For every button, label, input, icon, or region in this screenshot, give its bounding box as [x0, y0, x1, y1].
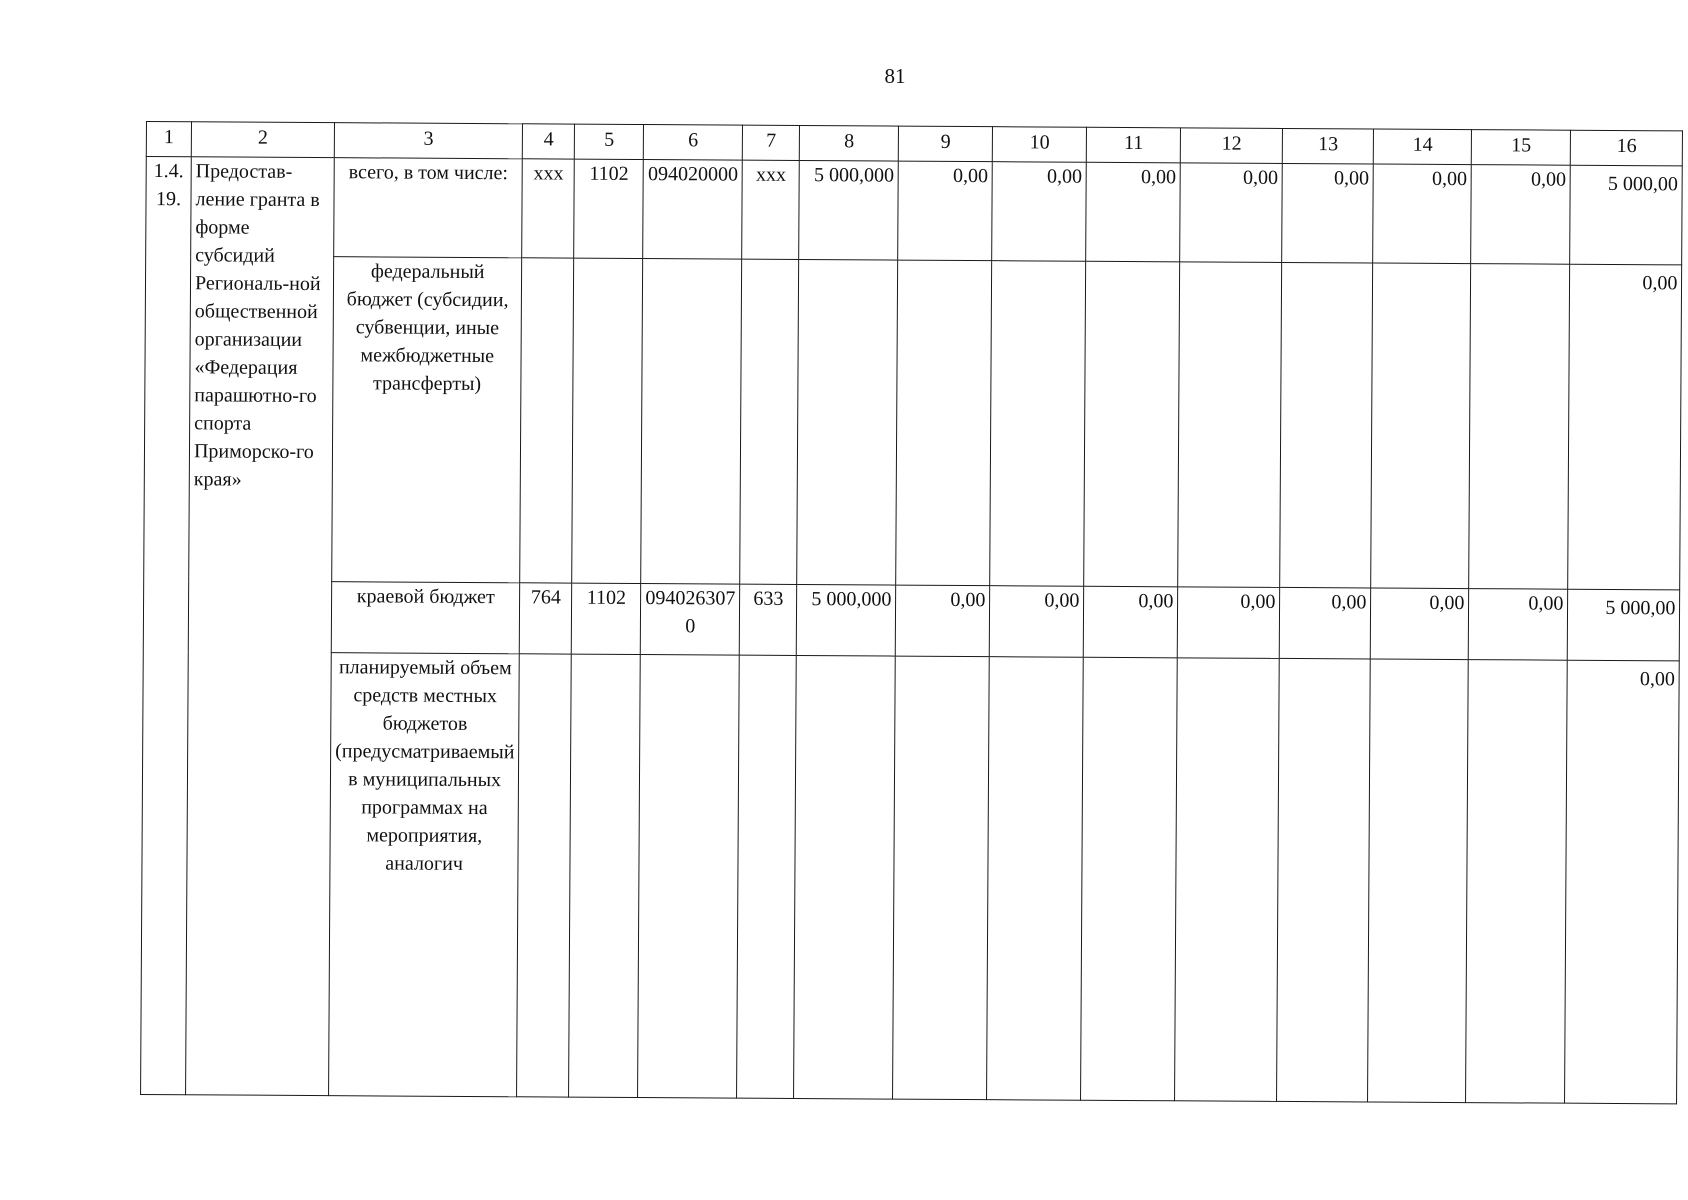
value-cell: 5 000,00 [1568, 589, 1680, 661]
page-number: 81 [884, 64, 906, 88]
header-cell: 11 [1087, 127, 1181, 163]
value-cell: 1102 [574, 159, 644, 258]
header-cell: 8 [800, 125, 899, 161]
value-cell: 0,00 [1565, 660, 1680, 1104]
value-cell: 5 000,000 [797, 584, 896, 656]
table-row-total [146, 157, 1683, 265]
value-cell [740, 259, 799, 584]
item-number-cell: 1.4.19. [141, 157, 192, 1095]
value-cell [987, 657, 1084, 1101]
value-cell [1466, 660, 1568, 1104]
value-cell [1469, 264, 1570, 590]
header-cell: 15 [1472, 130, 1571, 166]
funding-source-cell: федеральный бюджет (субсидии, субвенции, иные межбюджетные трансферты) [332, 257, 522, 583]
value-cell [517, 654, 572, 1097]
value-cell: 0,00 [1373, 164, 1472, 264]
value-cell [572, 258, 643, 583]
value-cell: 0,00 [1180, 163, 1283, 263]
value-cell: 0,00 [1371, 588, 1469, 660]
value-cell: 5 000,000 [799, 160, 899, 260]
value-cell: 094020000 [643, 160, 743, 260]
value-cell: 633 [740, 584, 797, 655]
table-row-federal [144, 256, 1682, 590]
header-cell: 3 [334, 123, 523, 159]
header-cell: 13 [1283, 128, 1374, 164]
value-cell [896, 260, 992, 586]
table-row-regional [143, 580, 1680, 660]
value-cell [1371, 263, 1471, 589]
value-cell: 0,00 [1469, 589, 1568, 661]
value-cell: 0,00 [1471, 165, 1571, 265]
value-cell [641, 259, 742, 585]
header-cell: 5 [575, 124, 644, 159]
header-cell: 16 [1571, 130, 1683, 166]
value-cell [1277, 658, 1371, 1102]
value-cell [569, 654, 641, 1097]
value-cell: 5 000,00 [1570, 165, 1683, 265]
value-cell: 1102 [572, 583, 641, 654]
value-cell [794, 655, 896, 1099]
value-cell: 0,00 [896, 585, 990, 657]
item-name-cell: Предостав-ление гранта в форме субсидий Региональ-ной общественной организации «Федерация парашютно-го спорта Приморско-го края» [186, 157, 335, 1096]
value-cell: 0,00 [1086, 162, 1181, 262]
value-cell [893, 656, 990, 1100]
value-cell: 0,00 [1282, 163, 1374, 263]
funding-source-cell: планируемый объем средств местных бюджетов (предусматриваемый в муниципальных программах на мероприятия, аналогич [329, 653, 520, 1097]
value-cell: 0,00 [898, 161, 993, 261]
header-cell: 14 [1374, 129, 1472, 165]
header-cell: 4 [523, 124, 575, 159]
value-cell: 0,00 [1568, 264, 1682, 590]
header-cell: 10 [993, 127, 1087, 163]
value-cell: 0,00 [1178, 587, 1280, 659]
funding-source-cell: всего, в том числе: [334, 158, 523, 258]
value-cell [1178, 262, 1282, 588]
value-cell [1368, 659, 1469, 1103]
budget-table-sheet [140, 121, 1683, 1104]
value-cell: 0,00 [990, 586, 1084, 658]
value-cell [1084, 261, 1180, 587]
value-cell [638, 655, 740, 1099]
value-cell [990, 261, 1086, 587]
value-cell: 764 [520, 583, 572, 654]
value-cell [737, 655, 797, 1098]
header-cell: 7 [743, 125, 800, 160]
header-cell: 12 [1181, 128, 1283, 164]
value-cell [1280, 262, 1373, 588]
table-row-local [141, 651, 1680, 1103]
value-cell [797, 259, 898, 585]
header-cell: 6 [644, 125, 743, 161]
header-cell: 2 [191, 122, 334, 158]
value-cell: xxx [522, 159, 575, 258]
value-cell [520, 258, 574, 583]
value-cell [1081, 657, 1178, 1101]
budget-table [140, 121, 1683, 1104]
value-cell: 0,00 [992, 162, 1087, 262]
value-cell: 0,00 [1084, 586, 1178, 658]
value-cell: xxx [742, 160, 800, 259]
value-cell: 0,00 [1280, 587, 1371, 659]
header-cell: 1 [146, 122, 191, 157]
header-cell: 9 [899, 126, 993, 162]
value-cell [1175, 658, 1280, 1102]
funding-source-cell: краевой бюджет [331, 582, 520, 654]
value-cell: 0940263070 [641, 584, 740, 656]
